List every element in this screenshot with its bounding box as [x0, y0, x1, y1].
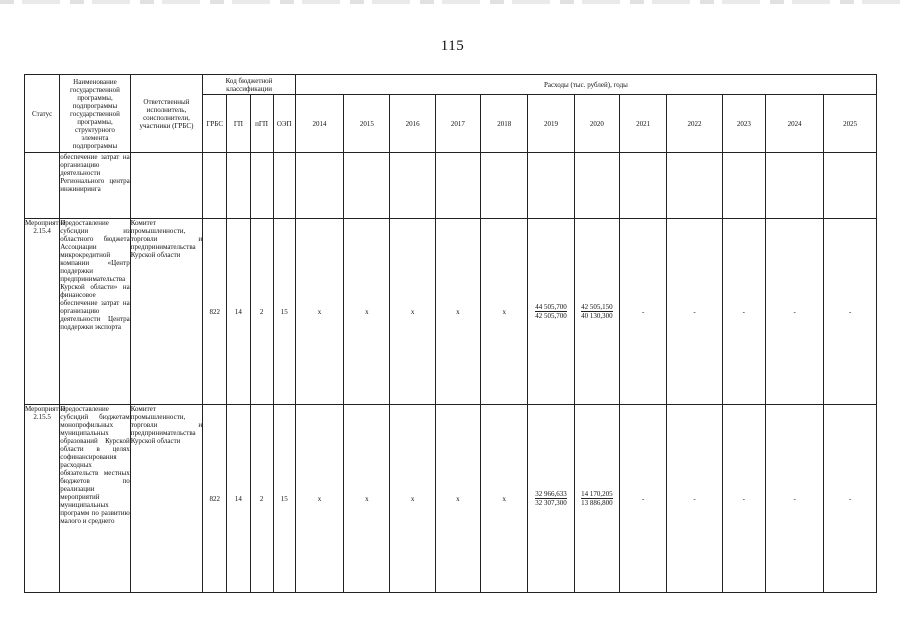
scan-edge-artifact [0, 0, 905, 4]
header-code-grbs: ГРБС [203, 95, 227, 153]
value-2019-revised: 44 505,700 [535, 303, 567, 311]
row-value-2018: x [481, 219, 528, 405]
row-value-2022: - [667, 405, 722, 593]
row-value-2023 [722, 153, 765, 219]
row-value-2015: x [344, 219, 390, 405]
row-code-grbs: 822 [203, 219, 227, 405]
header-year-2017: 2017 [435, 95, 480, 153]
row-value-2014: x [295, 405, 343, 593]
row-code-oep: 15 [273, 405, 295, 593]
header-row-top [25, 75, 877, 95]
row-value-2021: - [619, 219, 666, 405]
value-2020-original: 40 130,300 [581, 312, 613, 320]
row-responsible: Комитет промышленности, торговли и предпринимательства Курской области [130, 219, 202, 405]
header-year-2024: 2024 [765, 95, 823, 153]
row-value-2018: x [481, 405, 528, 593]
row-value-2016: x [390, 405, 435, 593]
row-value-2025: - [824, 219, 877, 405]
header-budget-code: Код бюджетной классификации [203, 75, 296, 95]
budget-table [24, 74, 877, 593]
row-value-2021: - [619, 405, 666, 593]
value-2020-original: 13 886,800 [581, 499, 613, 507]
row-code-pgp [250, 153, 273, 219]
row-code-grbs: 822 [203, 405, 227, 593]
table-row [25, 153, 877, 219]
header-year-2016: 2016 [390, 95, 435, 153]
row-value-2022: - [667, 219, 722, 405]
header-year-2020: 2020 [574, 95, 619, 153]
header-expenses: Расходы (тыс. рублей), годы [295, 75, 876, 95]
row-value-2023: - [722, 405, 765, 593]
row-value-2017 [435, 153, 480, 219]
row-value-2024 [765, 153, 823, 219]
row-value-2014: x [295, 219, 343, 405]
row-value-2016 [390, 153, 435, 219]
row-code-pgp: 2 [250, 405, 273, 593]
row-code-gp: 14 [227, 405, 250, 593]
row-value-2021 [619, 153, 666, 219]
header-year-2014: 2014 [295, 95, 343, 153]
row-value-2019 [528, 405, 574, 593]
header-code-pgp: пГП [250, 95, 273, 153]
row-value-2020 [574, 219, 619, 405]
row-value-2015 [344, 153, 390, 219]
row-name: обеспечение затрат на организацию деятельности Регионального центра инжиниринга [60, 153, 130, 219]
row-responsible [130, 153, 202, 219]
row-value-2025 [824, 153, 877, 219]
header-code-oep: ОЭП [273, 95, 295, 153]
page-number: 115 [440, 38, 465, 54]
header-program-name: Наименование государственной программы, подпрограммы государственной программы, структурного элемента подпрограммы [60, 75, 130, 153]
row-code-gp [227, 153, 250, 219]
row-value-2019 [528, 153, 574, 219]
header-year-2022: 2022 [667, 95, 722, 153]
row-value-2024: - [765, 219, 823, 405]
header-code-gp: ГП [227, 95, 250, 153]
table-row [25, 405, 877, 593]
value-2019-original: 42 505,700 [535, 312, 567, 320]
row-value-2019 [528, 219, 574, 405]
header-responsible: Ответственный исполнитель, соисполнители, участники (ГРБС) [130, 75, 202, 153]
value-2019-revised: 32 966,633 [535, 490, 567, 498]
row-value-2017: x [435, 405, 480, 593]
row-code-grbs [203, 153, 227, 219]
row-status: Мероприятие 2.15.5 [25, 405, 60, 593]
row-value-2023: - [722, 219, 765, 405]
value-2019-original: 32 307,300 [535, 499, 567, 507]
row-value-2025: - [824, 405, 877, 593]
row-value-2016: x [390, 219, 435, 405]
row-value-2018 [481, 153, 528, 219]
header-year-2018: 2018 [481, 95, 528, 153]
row-value-2024: - [765, 405, 823, 593]
row-name: Предоставление субсидии из областного бюджета Ассоциации микрокредитной компании «Центр поддержки предпринимательства Курской области» на финансовое обеспечение затрат на организацию деятельности Центра поддержки экспорта [60, 219, 130, 405]
row-code-oep: 15 [273, 219, 295, 405]
row-value-2015: x [344, 405, 390, 593]
row-value-2020 [574, 405, 619, 593]
header-year-2025: 2025 [824, 95, 877, 153]
row-code-pgp: 2 [250, 219, 273, 405]
header-status: Статус [25, 75, 60, 153]
row-code-oep [273, 153, 295, 219]
row-code-gp: 14 [227, 219, 250, 405]
header-year-2023: 2023 [722, 95, 765, 153]
row-value-2020 [574, 153, 619, 219]
row-value-2017: x [435, 219, 480, 405]
value-2020-revised: 14 170,205 [581, 490, 613, 498]
row-status: Мероприятие 2.15.4 [25, 219, 60, 405]
value-2020-revised: 42 505,150 [581, 303, 613, 311]
row-name: Предоставление субсидий бюджетам монопрофильных муниципальных образований Курской области в целях софинансирования расходных обязательств местных бюджетов по реализации мероприятий муниципальных программ по развитию малого и среднего [60, 405, 130, 593]
table-row [25, 219, 877, 405]
header-year-2021: 2021 [619, 95, 666, 153]
row-value-2022 [667, 153, 722, 219]
header-year-2015: 2015 [344, 95, 390, 153]
row-responsible: Комитет промышленности, торговли и предпринимательства Курской области [130, 405, 202, 593]
row-status [25, 153, 60, 219]
row-value-2014 [295, 153, 343, 219]
header-year-2019: 2019 [528, 95, 574, 153]
